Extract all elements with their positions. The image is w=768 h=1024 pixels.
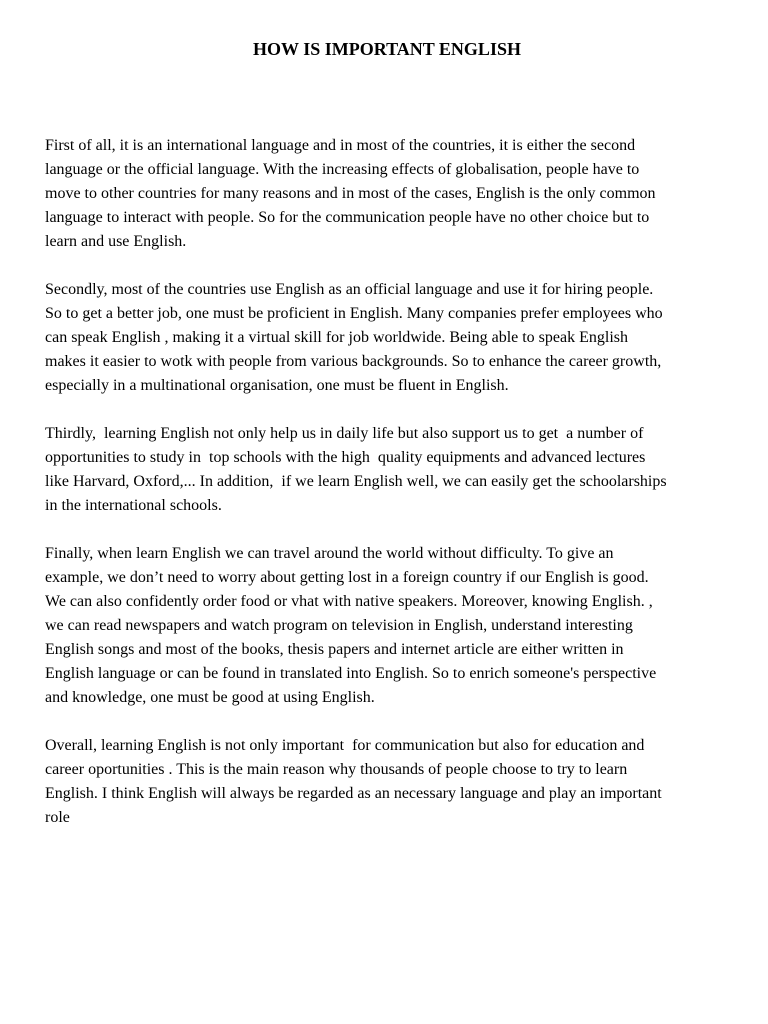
paragraph-line: career oportunities . This is the main reason why thousands of people choose to try to learn [45, 761, 628, 778]
paragraph-line: Overall, learning English is not only important for communication but also for education and [45, 737, 645, 754]
paragraph-line: So to get a better job, one must be proficient in English. Many companies prefer employees who [45, 305, 663, 322]
paragraph-line: move to other countries for many reasons and in most of the cases, English is the only common [45, 185, 656, 202]
paragraph-line: Finally, when learn English we can travel around the world without difficulty. To give an [45, 545, 614, 562]
paragraph-line: English. I think English will always be regarded as an necessary language and play an important [45, 785, 662, 802]
paragraph-line: role [45, 809, 70, 826]
paragraph-line: English songs and most of the books, thesis papers and internet article are either written in [45, 641, 624, 658]
paragraph-line: can speak English , making it a virtual skill for job worldwide. Being able to speak English [45, 329, 628, 346]
paragraph-line: Thirdly, learning English not only help us in daily life but also support us to get a number of [45, 425, 644, 442]
paragraph [45, 542, 733, 710]
paragraph-line: especially in a multinational organisation, one must be fluent in English. [45, 377, 509, 394]
paragraph [45, 734, 733, 830]
paragraph [45, 278, 733, 398]
paragraph-line: in the international schools. [45, 497, 222, 514]
document-body [45, 134, 733, 854]
paragraph-line: learn and use English. [45, 233, 187, 250]
paragraph-line: We can also confidently order food or vhat with native speakers. Moreover, knowing English. , [45, 593, 653, 610]
paragraph-line: language or the official language. With the increasing effects of globalisation, people have to [45, 161, 640, 178]
paragraph [45, 422, 733, 518]
paragraph-line: example, we don’t need to worry about getting lost in a foreign country if our English is good. [45, 569, 649, 586]
paragraph-line: First of all, it is an international language and in most of the countries, it is either the second [45, 137, 636, 154]
paragraph [45, 134, 733, 254]
paragraph-line: English language or can be found in translated into English. So to enrich someone's perspective [45, 665, 657, 682]
paragraph-line: like Harvard, Oxford,... In addition, if we learn English well, we can easily get the schoolarships [45, 473, 667, 490]
paragraph-line: makes it easier to wotk with people from various backgrounds. So to enhance the career growth, [45, 353, 662, 370]
paragraph-line: we can read newspapers and watch program on television in English, understand interesting [45, 617, 633, 634]
paragraph-line: and knowledge, one must be good at using English. [45, 689, 375, 706]
document-title: HOW IS IMPORTANT ENGLISH [253, 39, 521, 59]
paragraph-line: language to interact with people. So for the communication people have no other choice but to [45, 209, 650, 226]
paragraph-line: opportunities to study in top schools with the high quality equipments and advanced lectures [45, 449, 646, 466]
paragraph-line: Secondly, most of the countries use English as an official language and use it for hiring people. [45, 281, 654, 298]
